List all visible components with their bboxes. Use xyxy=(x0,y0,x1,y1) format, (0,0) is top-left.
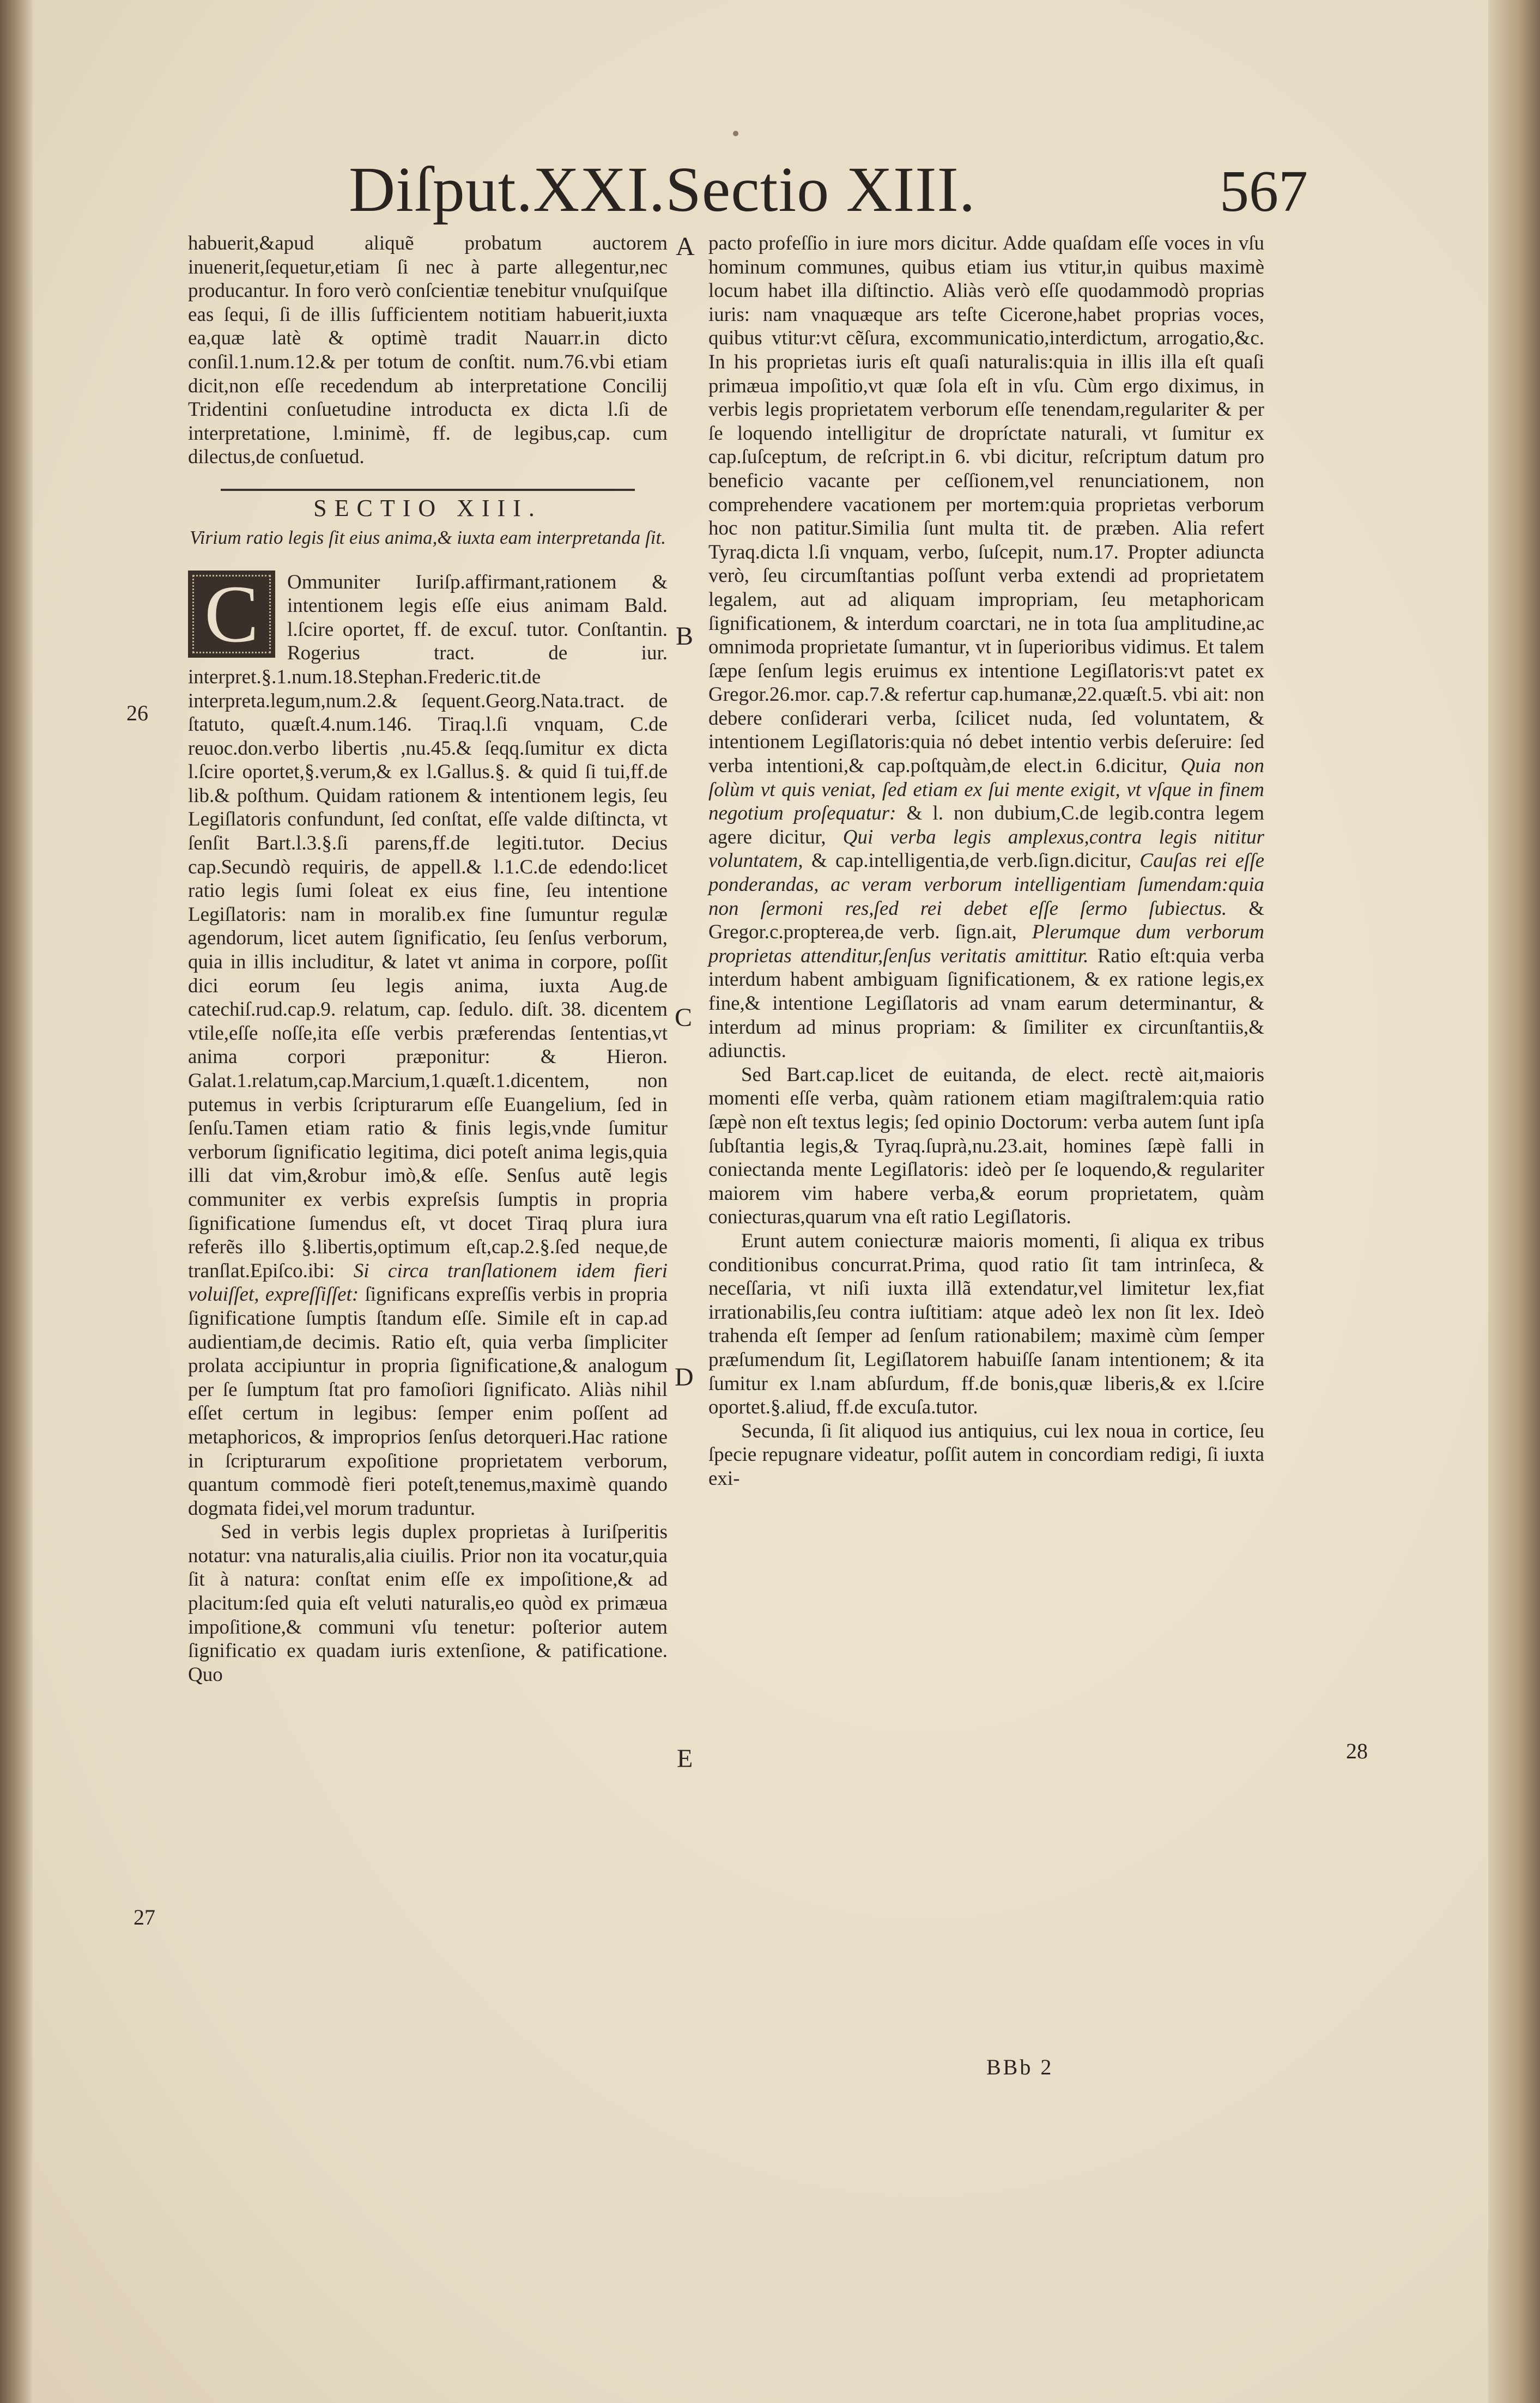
signature-mark: BBb 2 xyxy=(986,2055,1054,2079)
binding-gutter xyxy=(0,0,33,2403)
left-column xyxy=(188,232,668,1686)
right-paragraph-3: Erunt autem coniecturæ maioris momenti, ſi aliqua ex tribus conditionibus concurrat.Prima, quod ratio ſit tam intrinſeca, & neceſſaria, vt niſi iuxta illã extendatur,vel limitetur lex,fiat irrationabilis,ſeu contra iuſtitiam: atque adeò lex non ſit lex. Ideò trahenda eſt ſemper ad ſenſum rationabilem; maximè cùm ſemper præſumendum ſit, Legiſlatorem habuiſſe ſanam intentionem; & ita ſumitur ex l.nam abſurdum, ff.de bonis,quæ liberis,& ex l.ſcire oportet.§.aliud, ff.de excuſa.tutor. xyxy=(708,1229,1264,1419)
section-marker-d: D xyxy=(675,1363,694,1392)
margin-number-26: 26 xyxy=(126,701,148,725)
left-paragraph-2-text: Ommuniter Iuriſp.affirmant,rationem & intentionem legis eſſe eius animam Bald. l.ſcire oportet, ff. de excuſ. tutor. Conſtantin. Rogerius tract. de iur. interpret.§.1.num.18.Stephan.Frederic.tit.de interpreta.legum,num.2.& ſequent.Georg.Nata.tract. de ſtatuto, quæſt.4.num.146. Tiraq.l.ſi vnquam, C.de reuoc.don.verbo libertis ,nu.45.& ſeqq.ſumitur ex dicta l.ſcire oportet,§.verum,& ex l.Gallus.§. & quid ſi tui,ff.de lib.& poſthum. Quidam rationem & intentionem legis, ſeu Legiſlatoris confundunt, ſed conſtat, eſſe valde diſtincta, vt ſenſit Bart.l.3.§.ſi parens,ff.de legiti.tutor. Decius cap.Secundò requiris, de appell.& l.1.C.de edendo:licet ratio legis ſumi ſoleat ex eius fine, ſeu intentione Legiſlatoris: nam in moralib.ex fine ſumuntur regulæ agendorum, licet autem ſignificatio, ſeu ſenſus verborum, quia in illis includitur, & latet vt anima in corpore, poſſit dici eorum ſeu legis anima, iuxta Aug.de catechiſ.rud.cap.9. relatum, cap. ſedulo. diſt. 38. dicentem vtile,eſſe noſſe,ita eſſe verbis præferendas ſententias,vt anima corpori præponitur: & Hieron. Galat.1.relatum,cap.Marcium,1.quæſt.1.dicentem, non putemus in verbis ſcripturarum eſſe Euangelium, ſed in ſenſu.Tamen etiam ratio & finis legis,vnde ſumitur verborum ſignificatio legitima, dici poteſt anima legis,quia illi dat vim,&robur imò,& eſſe. Senſus autẽ legis communiter ex verbis expreſsis ſumptis in propria ſignificatione ſumendus eſt, vt docet Tiraq plura iura referẽs illo §.libertis,optimum eſt,cap.2.§.ſed neque,de tranſlat.Epiſco.ibi: xyxy=(188,571,668,1282)
section-marker-b: B xyxy=(676,622,694,651)
right-cont-d: Ratio eſt:quia verba interdum habent ambiguam ſignificationem, & ex ratione legis,ex fine,& intentione Legiſlatoris ad vnam earum determinantur, & interdum ad minus propriam: & ſimiliter ex circunſtantiis,& adiunctis. xyxy=(708,944,1264,1063)
right-quote-d: Plerumque dum verborum proprietas attenditur,ſenſus veritatis amittitur. xyxy=(708,921,1264,967)
section-marker-a: A xyxy=(676,232,695,261)
right-cont-a: & l. non dubium,C.de legib.contra legem agere dicitur, xyxy=(708,802,1265,848)
left-paragraph-3: Sed in verbis legis duplex proprietas à Iuriſperitis notatur: vna naturalis,alia ciuilis. Prior non ita vocatur,quia ſit à natura: conſtat enim eſſe ex impoſitione,& ad placitum:ſed quia eſt veluti naturalis,eo quòd ex primæua impoſitione,& communi vſu tenetur: poſterior autem ſignificatio ex quadam iuris extenſione, & patificatione. Quo xyxy=(188,1521,668,1686)
left-paragraph-2 xyxy=(188,568,668,1521)
margin-number-28: 28 xyxy=(1346,1739,1368,1763)
page-edge xyxy=(1488,0,1540,2403)
section-marker-e: E xyxy=(677,1744,693,1773)
ink-dot xyxy=(733,131,738,136)
section-title: SECTIO XIII. xyxy=(313,494,542,521)
section-marker-c: C xyxy=(675,1003,693,1032)
margin-number-27: 27 xyxy=(134,1905,155,1929)
right-column xyxy=(708,232,1264,1490)
right-quote-c: Cauſas rei eſſe ponderandas, ac veram verborum intelligentiam ſumendam:quia non ſermoni res,ſed rei debet eſſe ſermo ſubiectus. xyxy=(708,849,1265,920)
right-quote-a: Quia non ſolùm vt quis veniat, ſed etiam ex ſui mente exigit, vt vſque in finem negotium proſequatur: xyxy=(708,755,1264,825)
left-paragraph-2-cont: ſignificans expreſſis verbis in propria ſignificatione ſumptis ſtandum eſſe. Simile eſt in cap.ad audientiam,de decimis. Ratio eſt, quia verba ſimpliciter prolata accipiuntur in propria ſignificatione,& analogum per ſe ſumptum ſtat pro famoſiori ſignificato. Aliàs nihil eſſet certum in legibus: ſemper enim poſſent ad metaphoricos, & improprios ſenſus detorqueri.Hac ratione in ſcripturarum expoſitione proprietatem verborum, quantum commodè fieri poteſt,tenemus,maximè quando dogmata fidei,vel morum traduntur. xyxy=(188,1283,668,1520)
left-paragraph-2-quote: Si circa tranſlationem idem fieri voluiſſet, expreſſiſſet: xyxy=(188,1259,668,1306)
right-quote-b: Qui verba legis amplexus,contra legis nititur voluntatem, xyxy=(708,826,1264,872)
right-cont-b: & cap.intelligentia,de verb.ſign.dicitur, xyxy=(811,849,1132,872)
right-cont-c: & Gregor.c.propterea,de verb. ſign.ait, xyxy=(708,897,1265,944)
right-paragraph-1-text: pacto profeſſio in iure mors dicitur. Adde quaſdam eſſe voces in vſu hominum communes, quibus etiam ius vtitur,in quibus maximè locum habet illa diſtinctio. Aliàs verò eſſe quodammodò proprias iuris: nam vnaquæque ars teſte Cicerone,habet proprias voces, quibus vtitur:vt cẽſura, excommunicatio,interdictum, arrogatio,&c. In his proprietas iuris eſt quaſi naturalis:quia in illis illa eſt quaſi primæua impoſitio,vt quæ ſola eſt in vſu. Cùm ergo diximus, in verbis legis proprietatem verborum eſſe tenendam,regulariter & per ſe loquendo intelligitur de dropríctate naturali, vt ſumitur ex cap.ſuſceptum, de reſcript.in 6. vbi dicitur, reſcriptum datum pro beneficio vacante per ceſſionem,vel renunciationem, non comprehendere vacationem per mortem:quia proprietas verborum hoc non patitur.Similia ſunt multa tit. de præben. Alia refert Tyraq.dicta l.ſi vnquam, verbo, ſuſcepit, num.17. Propter adiuncta verò, ſeu circumſtantias poſſunt verba extendi ad proprietatem legalem, aut ad aliquam impropriam, ſeu metaphoricam ſignificationem, & interdum coarctari, ne in tota ſua amplitudine,ac omnimoda proprietate ſumantur, vt in ſuperioribus vidimus. Et talem ſæpe ſenſum legis eruimus ex intentione Legiſlatoris:vt patet ex Gregor.26.mor. cap.7.& refertur cap.humanæ,22.quæſt.5. vbi ait: non debere conſiderari verba, ſcilicet nuda, ſed voluntatem, & intentionem Legiſlatoris:quia nó debet intentio verbis deſeruire: ſed verba intentioni,& cap.poſtquàm,de elect.in 6.dicitur, xyxy=(708,232,1264,778)
header-title: Diſput.XXI.Sectio XIII. xyxy=(349,154,976,225)
drop-cap xyxy=(188,568,275,659)
page-number: 567 xyxy=(1220,159,1308,224)
right-paragraph-2: Sed Bart.cap.licet de euitanda, de elect. rectè ait,maioris momenti eſſe verba, quàm rationem etiam magiſtralem:quia ratio ſæpè non eſt textus legis; ſed opinio Doctorum: verba autem ſunt ipſa ſubſtantia legis,& Tyraq.ſuprà,nu.23.ait, homines ſæpè falli in coniectanda mente Legiſlatoris: ideò per ſe loquendo,& regulariter maiorem vim habere verba,& eorum proprietatem, quàm coniecturas,quarum vna eſt ratio Legiſlatoris. xyxy=(708,1063,1264,1229)
right-paragraph-4: Secunda, ſi ſit aliquod ius antiquius, cui lex noua in cortice, ſeu ſpecie repugnare videatur, poſſit autem in concordiam redigi, ſi iuxta exi- xyxy=(708,1419,1264,1490)
right-paragraph-1 xyxy=(708,232,1264,1063)
section-subtitle: Virium ratio legis ſit eius anima,& iuxta eam interpretanda ſit. xyxy=(190,526,666,548)
section-rule xyxy=(221,489,635,491)
drop-cap-letter: C xyxy=(204,568,259,659)
left-paragraph-1: habuerit,&apud aliquẽ probatum auctorem inuenerit,ſequetur,etiam ſi nec à parte allegentur,nec producantur. In foro verò conſcientiæ tenebitur vnuſquiſque eas ſequi, ſi de illis ſufficientem notitiam habuerit,iuxta ea,quæ latè & optimè tradit Nauarr.in dicto conſil.1.num.12.& per totum de conſtit. num.76.vbi etiam dicit,non eſſe recedendum ab interpretatione Concilij Tridentini conſuetudine introducta ex dicta l.ſi de interpretatione, l.minimè, ff. de legibus,cap. cum dilectus,de conſuetud. xyxy=(188,232,668,469)
